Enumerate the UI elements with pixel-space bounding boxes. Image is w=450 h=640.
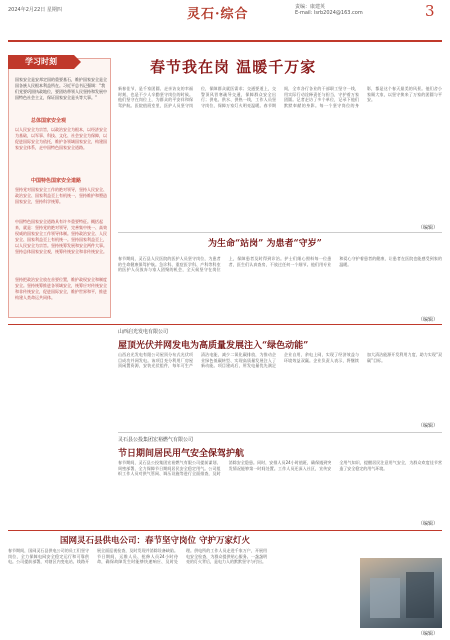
sidebar-subtitle-2: 中国特色国家安全道路	[31, 178, 82, 184]
news-photo	[360, 558, 442, 628]
sidebar-paragraph-4: 坚持把政治安全放在首要位置，维护政权安全和制度安全。坚持统筹推进各领域安全，统筹应对传统安全和非传统安全，促进国际安全，维护世界和平，推进构建人类命运共同体。	[15, 277, 107, 300]
sidebar-intro: 国家安全是安邦定国的重要基石，维护国家安全是全国各族人民根本利益所在。习近平总书记强调：“我们党要巩固执政地位，要团结带领人民坚持和发展中国特色社会主义，保证国家安全是头等大事。”	[15, 77, 107, 100]
article-1-body: 新春佳节，是千家团圆、走亲访友的幸福时刻，也是不少人辛勤坚守岗位的时候。他们坚守在岗位上，为群众的平安祥和保驾护航。医院值班室里，医护人员坚守岗位，保障群众就医需求；交通要道上，交警顶风冒寒疏导交通，保障群众安全出行；供电、供水、供热一线，工作人员坚守岗位，保障万家灯火明亮温暖。春节期间，全市各行各业的干部职工坚守一线，用实际行动诠释责任与担当，守护着万家团圆。记者走访了多个单位，记录下他们默默奉献的身影。每一个坚守岗位的身影，都是这个春天最美的风景。他们舍小家顾大家，以坚守换来了万家的团圆与平安。	[118, 86, 442, 109]
header-divider	[8, 40, 442, 42]
section-rule	[8, 530, 442, 531]
sidebar-paragraph-2: 坚持党对国家安全工作的绝对领导，坚持人民安全、政治安全、国家利益至上有机统一，坚持维护和塑造国家安全，坚持科学统筹。	[15, 187, 107, 204]
article-2-headline: 为生命“站岗” 为患者“守岁”	[208, 239, 322, 249]
article-4-body: 春节期间，灵石县公投集团宏裕燃气有限公司提前谋划、周密部署，全力保障节日期间居民安全稳定用气。公司组织工作人员对供气管网、调压设施等进行全面排查，及时消除安全隐患。同时，安排人员24小时值班，确保遇到突发情况能够第一时间处置。工作人员还深入社区，宣传安全用气知识，提醒居民注意用气安全，为群众欢度佳节营造了安全稳定的用气环境。	[118, 460, 442, 477]
divider	[118, 232, 442, 233]
article-5-headline: 国网灵石县供电公司：春节坚守岗位 守护万家灯火	[60, 536, 250, 546]
article-5-editor: （编辑）	[418, 631, 439, 637]
issue-date: 2024年2月22日 星期四	[8, 7, 62, 13]
article-1-editor: （编辑）	[418, 225, 439, 231]
study-sidebar	[8, 58, 111, 318]
editor-name: 责编：康建英	[295, 4, 326, 10]
article-4-headline: 节日期间居民用气安全保驾护航	[118, 449, 245, 459]
main-headline: 春节我在岗 温暖千万家	[150, 58, 317, 76]
divider	[118, 432, 442, 433]
article-2-editor: （编辑）	[418, 317, 439, 323]
section-rule	[8, 324, 442, 325]
sidebar-tag: 学习时刻	[8, 55, 74, 69]
article-3-kicker: 山西启光发电有限公司	[118, 329, 169, 335]
section-title: 灵石·综合	[187, 7, 249, 22]
editor-email: E-mail: lsrb2024@163.com	[295, 10, 363, 16]
article-4-kicker: 灵石县公投集团宏裕燃气有限公司	[118, 437, 194, 443]
article-2-body: 春节期间，灵石县人民医院的医护人员坚守岗位，为患者的生命健康保驾护航。急诊科、重症医学科、产科等科室的医护人员放弃与家人团聚的机会，全天候坚守在岗位上，保障患者及时得到诊治。护士们细心照料每一位患者，医生们认真查房，不放过任何一个细节。他们用专业和爱心守护着患者的健康，让患者在医院也能感受到家的温暖。	[118, 256, 442, 273]
sidebar-paragraph-3: 中国特色国家安全道路具有许多重要特征。概括起来，就是：坚持党的绝对领导，完善集中统一、高效权威的国家安全工作领导体制。坚持政治安全、人民安全、国家利益至上有机统一。坚持国家利益至上，以人民安全为宗旨。坚持统筹发展和安全两件大事。坚持总体国家安全观，统筹传统安全和非传统安全。	[15, 219, 107, 254]
article-3-headline: 屋顶光伏并网发电为高质量发展注入“绿色动能”	[118, 341, 309, 351]
article-3-editor: （编辑）	[418, 423, 439, 429]
sidebar-subtitle-1: 总体国家安全观	[31, 118, 67, 124]
article-5-body: 春节期间，国网灵石县供电公司的员工们坚守岗位，全力保障电网安全稳定运行和可靠供电。公司提前部署，对辖区内变电站、线路开展全面巡视检查，及时发现并消除设备缺陷。节日期间，运维人员、抢修人员24小时待命，确保故障发生时能够快速响应、及时处理。供电所的工作人员走进千家万户，开展用电安全检查，为群众提供贴心服务。一盏盏明亮的灯火背后，是电力人的默默坚守与付出。	[8, 548, 267, 565]
page-number: 3	[425, 2, 435, 20]
editor-info	[295, 4, 363, 16]
article-3-body: 山西启光发电有限公司屋顶分布式光伏项目成功并网发电。该项目充分利用厂房屋顶闲置资源，安装光伏组件，每年可生产清洁电能，减少二氧化碳排放，为推动企业绿色低碳转型、实现高质量发展注入了新动能。项目建成后，所发电量优先满足企业自用，余电上网，实现了经济效益与环境效益双赢。企业负责人表示，将继续加大清洁能源开发利用力度，助力实现“双碳”目标。	[118, 352, 442, 369]
sidebar-paragraph-1: 以人民安全为宗旨，以政治安全为根本，以经济安全为基础，以军事、科技、文化、社会安全为保障，以促进国际安全为依托，维护各领域国家安全，构建国家安全体系，走中国特色国家安全道路。	[15, 127, 107, 150]
article-4-editor: （编辑）	[418, 521, 439, 527]
